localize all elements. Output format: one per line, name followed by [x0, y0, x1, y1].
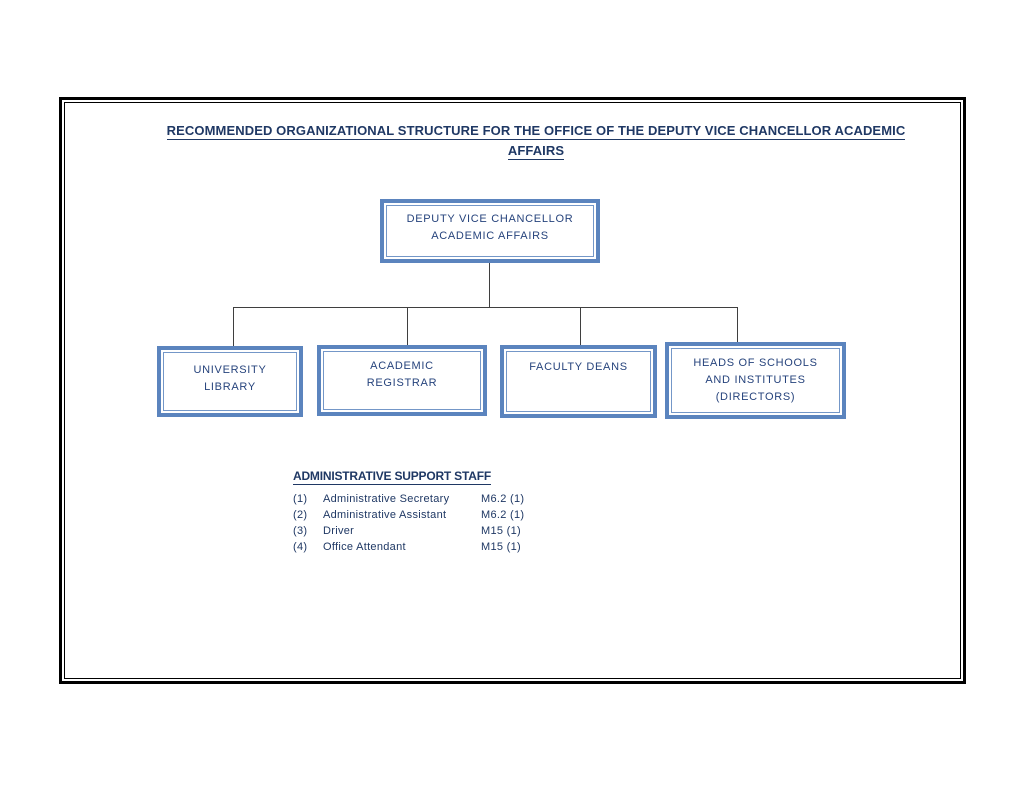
staff-row [293, 523, 524, 539]
org-box-label [387, 206, 593, 256]
staff-row [293, 539, 524, 555]
staff-row-grade: M6.2 (1) [481, 492, 525, 505]
staff-row-grade: M15 (1) [481, 541, 521, 554]
chart-title-line-2: AFFAIRS [507, 143, 565, 158]
org-box-label-line: HEADS OF SCHOOLS [693, 357, 818, 369]
org-box-label-line: ACADEMIC AFFAIRS [431, 230, 549, 242]
staff-row-role: Administrative Secretary [323, 492, 450, 505]
org-box-label [507, 352, 650, 411]
connector-academic-registrar [407, 308, 408, 345]
org-box-label [164, 353, 296, 410]
connector-horizontal [233, 307, 738, 308]
org-box-label-line: LIBRARY [204, 381, 256, 393]
org-box-label-line: ACADEMIC [370, 360, 434, 372]
staff-row-role: Driver [323, 525, 355, 538]
staff-row-role: Administrative Assistant [323, 508, 447, 521]
support-staff-heading: ADMINISTRATIVE SUPPORT STAFF [293, 469, 491, 483]
staff-row-grade: M15 (1) [481, 525, 521, 538]
chart-title-line-1: RECOMMENDED ORGANIZATIONAL STRUCTURE FOR THE OFFICE OF THE DEPUTY VICE CHANCELLOR ACADEMIC [166, 123, 906, 138]
staff-row-number: (4) [293, 541, 308, 554]
org-box-label-line: DEPUTY VICE CHANCELLOR [406, 213, 574, 225]
staff-row-number: (3) [293, 525, 308, 538]
org-box-deputy-vice-chancellor [380, 199, 600, 263]
connector-university-library [233, 308, 234, 346]
org-box-heads-of-schools [665, 342, 846, 419]
staff-row [293, 507, 524, 523]
chart-title [156, 121, 916, 161]
staff-row-number: (2) [293, 508, 308, 521]
staff-row-number: (1) [293, 492, 308, 505]
staff-row-grade: M6.2 (1) [481, 508, 525, 521]
staff-row [293, 491, 524, 507]
support-staff-section [293, 467, 524, 556]
connector-faculty-deans [580, 308, 581, 345]
connector-heads-of-schools [737, 308, 738, 342]
org-box-university-library [157, 346, 303, 417]
org-box-label [672, 349, 839, 412]
org-box-academic-registrar [317, 345, 487, 416]
org-box-label [324, 352, 480, 409]
org-box-label-line: AND INSTITUTES [705, 374, 806, 386]
org-box-label-line: (DIRECTORS) [715, 391, 796, 403]
staff-row-role: Office Attendant [323, 541, 406, 554]
org-box-label-line: UNIVERSITY [193, 364, 267, 376]
connector-root-vertical [489, 263, 490, 307]
org-box-faculty-deans [500, 345, 657, 418]
org-box-label-line: REGISTRAR [366, 377, 438, 389]
org-box-label-line: FACULTY DEANS [529, 361, 628, 373]
